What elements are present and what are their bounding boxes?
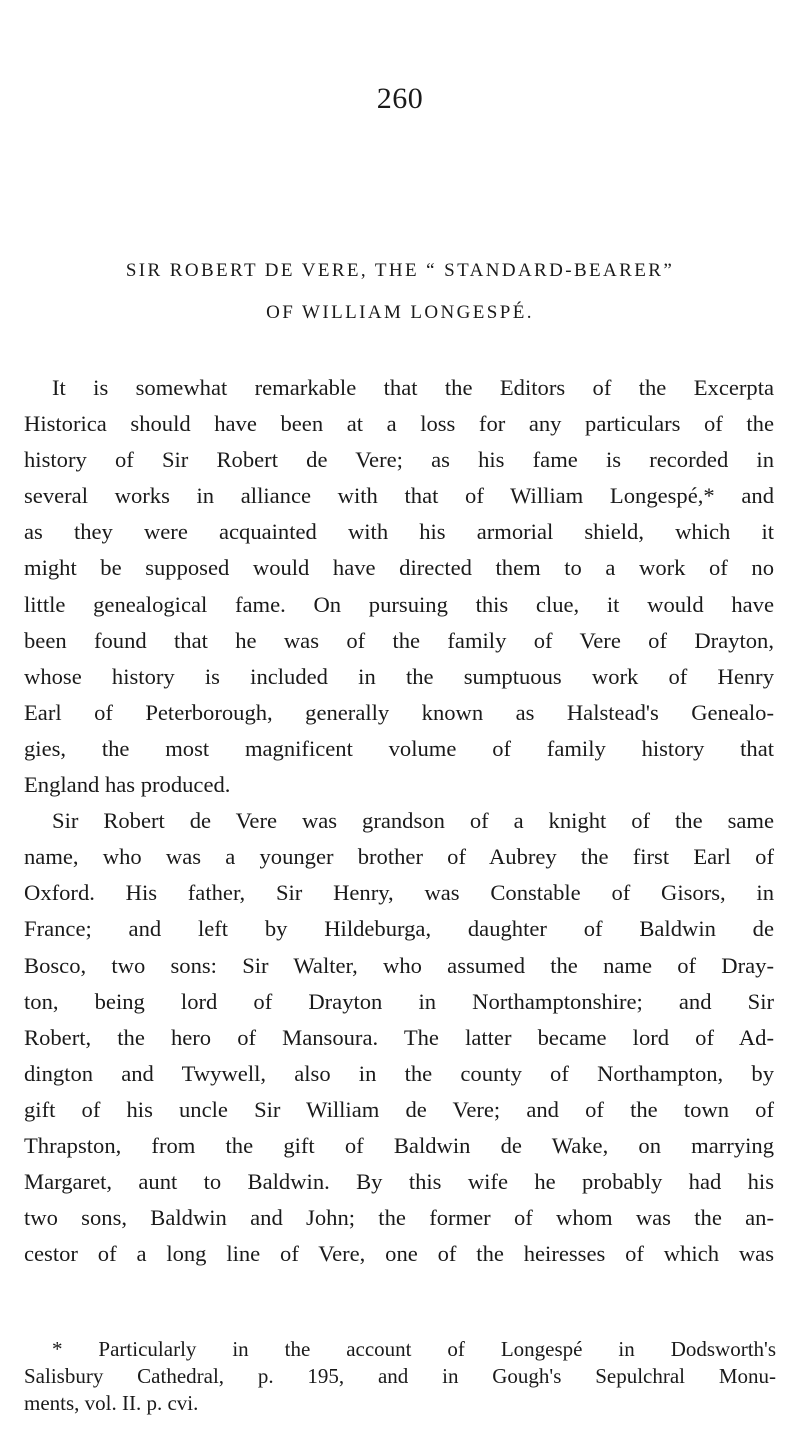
text-line: France; and left by Hildeburga, daughter of Baldwin de xyxy=(24,916,774,942)
text-line: Sir Robert de Vere was grandson of a knight of the same xyxy=(52,808,774,834)
paragraph xyxy=(24,370,774,803)
text-line: Thrapston, from the gift of Baldwin de Wake, on marrying xyxy=(24,1132,774,1158)
text-line: whose history is included in the sumptuous work of Henry xyxy=(24,663,774,689)
text-line: Historica should have been at a loss for any particulars of the xyxy=(24,411,774,437)
footnote-line: Salisbury Cathedral, p. 195, and in Gough's Sepulchral Monu- xyxy=(24,1364,776,1388)
body-text xyxy=(24,370,774,1272)
text-line: two sons, Baldwin and John; the former of whom was the an- xyxy=(24,1205,774,1231)
text-line: gies, the most magnificent volume of family history that xyxy=(24,735,774,761)
text-line: England has produced. xyxy=(24,772,231,798)
text-line: history of Sir Robert de Vere; as his fame is recorded in xyxy=(24,447,774,473)
text-line: Robert, the hero of Mansoura. The latter became lord of Ad- xyxy=(24,1024,774,1050)
text-line: might be supposed would have directed them to a work of no xyxy=(24,555,774,581)
text-line: several works in alliance with that of William Longespé,* and xyxy=(24,483,774,509)
page-number: 260 xyxy=(376,82,424,115)
text-line: little genealogical fame. On pursuing this clue, it would have xyxy=(24,591,774,617)
text-line: Bosco, two sons: Sir Walter, who assumed the name of Dray- xyxy=(24,952,774,978)
text-line: Oxford. His father, Sir Henry, was Constable of Gisors, in xyxy=(24,880,774,906)
text-line: been found that he was of the family of Vere of Drayton, xyxy=(24,627,774,653)
text-line: ton, being lord of Drayton in Northamptonshire; and Sir xyxy=(24,988,774,1014)
text-line: name, who was a younger brother of Aubrey the first Earl of xyxy=(24,844,774,870)
text-line: dington and Twywell, also in the county of Northampton, by xyxy=(24,1060,774,1086)
footnote-line: ments, vol. II. p. cvi. xyxy=(24,1391,199,1415)
chapter-title-line: SIR ROBERT DE VERE, THE “ STANDARD-BEARER” xyxy=(125,260,675,281)
text-line: Margaret, aunt to Baldwin. By this wife he probably had his xyxy=(24,1169,774,1195)
text-line: It is somewhat remarkable that the Editors of the Excerpta xyxy=(52,375,774,400)
text-line: gift of his uncle Sir William de Vere; and of the town of xyxy=(24,1096,774,1122)
chapter-title-line: OF WILLIAM LONGESPÉ. xyxy=(266,302,534,323)
text-line: cestor of a long line of Vere, one of the heiresses of which was xyxy=(24,1241,774,1267)
chapter-title xyxy=(24,250,776,334)
footnote xyxy=(24,1336,776,1417)
footnote-line: * Particularly in the account of Longespé in Dodsworth's xyxy=(52,1337,776,1361)
text-line: as they were acquainted with his armorial shield, which it xyxy=(24,519,774,545)
text-line: Earl of Peterborough, generally known as Halstead's Genealo- xyxy=(24,699,774,725)
paragraph xyxy=(24,803,774,1272)
